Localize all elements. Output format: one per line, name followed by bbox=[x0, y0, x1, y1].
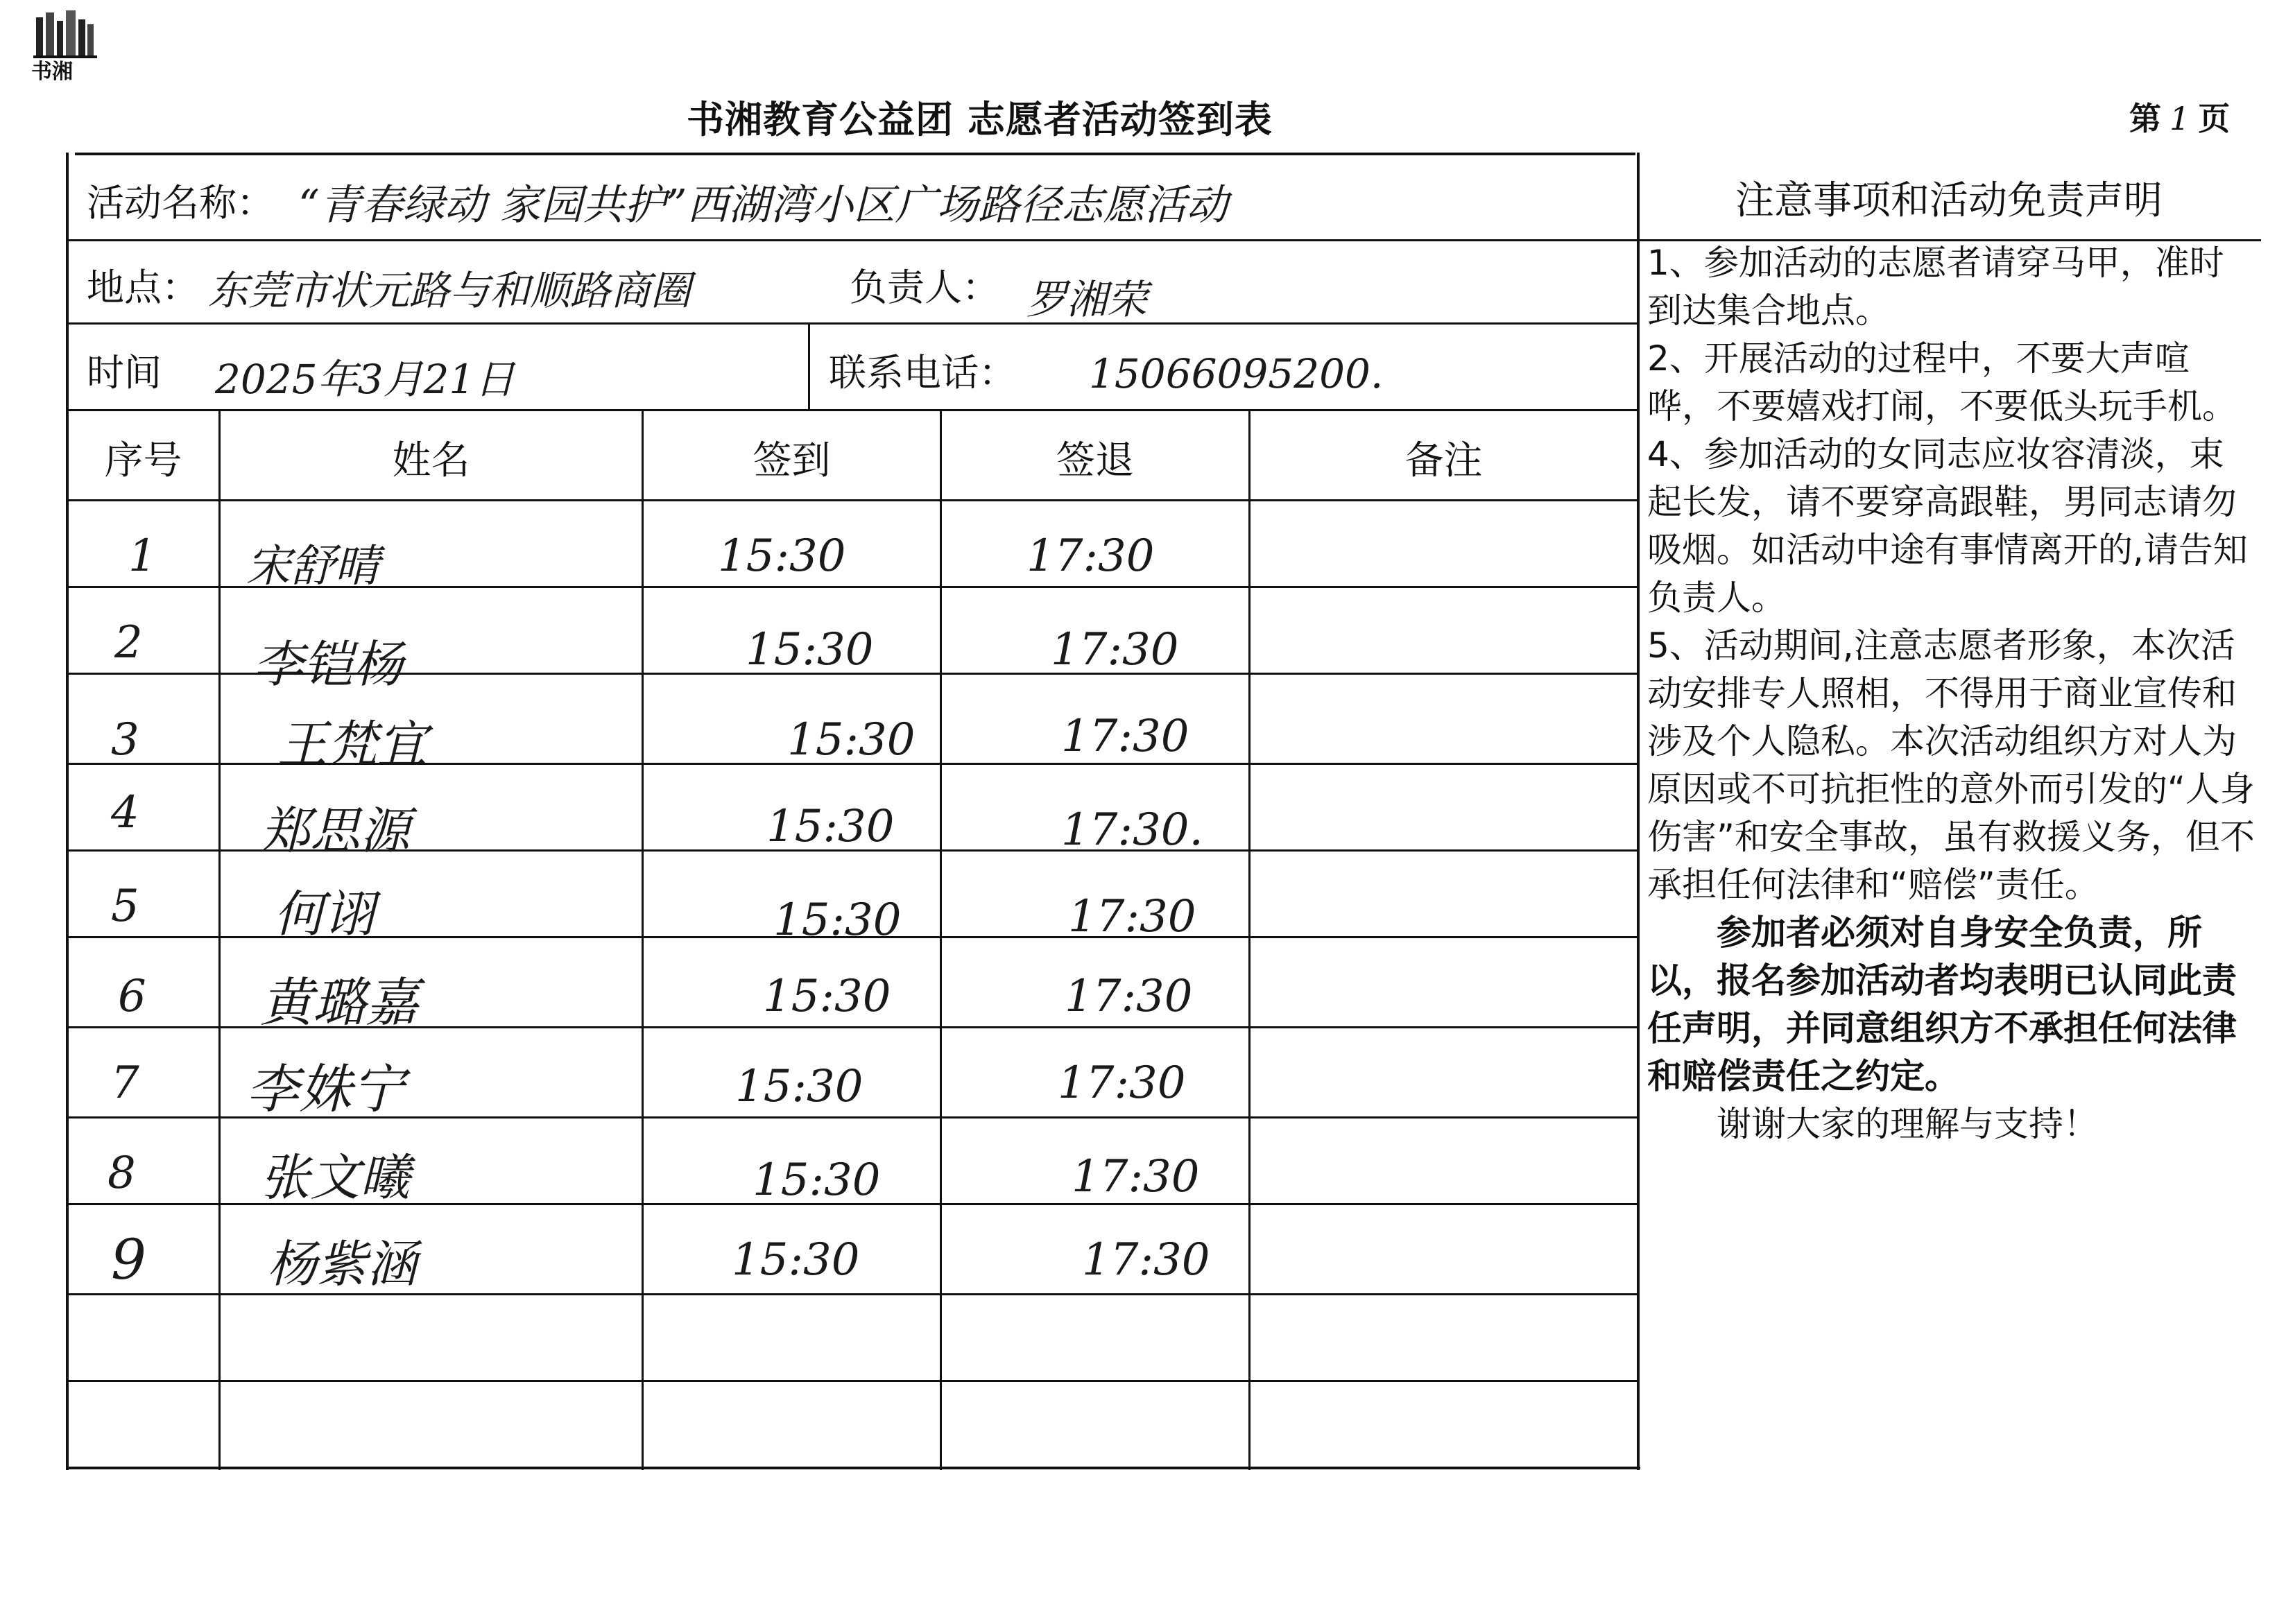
page-suffix: 页 bbox=[2198, 100, 2231, 137]
row-no: 1 bbox=[128, 530, 157, 582]
row-name: 宋舒晴 bbox=[246, 541, 379, 592]
header-sign-in: 签到 bbox=[753, 438, 831, 483]
header-sign-out: 签退 bbox=[1056, 438, 1134, 483]
row-sign-out: 17:30 bbox=[1082, 1234, 1210, 1286]
activity-name-value: “青春绿动 家园共护”西湖湾小区广场路径志愿活动 bbox=[298, 181, 1228, 230]
row-sign-in: 15:30 bbox=[746, 624, 874, 675]
logo-text: 书湘 bbox=[31, 60, 73, 84]
row-name: 王梵宜 bbox=[277, 715, 428, 773]
row-sign-in: 15:30 bbox=[773, 895, 902, 946]
note-item: 4、参加活动的女同志应妆容清淡，束起长发，请不要穿高跟鞋，男同志请勿吸烟。如活动中途有事情离开的,请告知负责人。 bbox=[1647, 434, 2248, 618]
phone-value: 15066095200. bbox=[1089, 350, 1384, 397]
row-sign-in: 15:30 bbox=[787, 714, 916, 766]
row-sign-in: 15:30 bbox=[735, 1061, 863, 1112]
row-sign-in: 15:30 bbox=[766, 801, 895, 852]
notes-title: 注意事项和活动免责声明 bbox=[1735, 178, 2163, 223]
row-sign-in: 15:30 bbox=[763, 971, 891, 1022]
location-label: 地点： bbox=[87, 266, 199, 309]
page-title: 书湘教育公益团 志愿者活动签到表 bbox=[687, 98, 1273, 141]
row-name: 杨紫涵 bbox=[267, 1235, 418, 1293]
row-sign-in: 15:30 bbox=[718, 530, 846, 582]
time-label: 时间 bbox=[87, 351, 162, 395]
header-name: 姓名 bbox=[392, 438, 470, 483]
liability-statement: 参加者必须对自身安全负责，所以，报名参加活动者均表明已认同此责任声明，并同意组织方不承担任何法律和赔偿责任之约定。 bbox=[1647, 913, 2237, 1096]
row-no: 8 bbox=[108, 1148, 136, 1199]
page-number bbox=[2129, 94, 2230, 139]
row-sign-out: 17:30 bbox=[1026, 530, 1155, 582]
leader-label: 负责人： bbox=[850, 266, 999, 309]
row-no: 4 bbox=[111, 787, 139, 838]
leader-value: 罗湘荣 bbox=[1026, 276, 1148, 323]
row-sign-in: 15:30 bbox=[753, 1155, 881, 1206]
row-no: 5 bbox=[111, 881, 139, 932]
row-sign-out: 17:30 bbox=[1065, 971, 1193, 1022]
row-sign-out: 17:30 bbox=[1061, 711, 1189, 762]
header-no: 序号 bbox=[104, 438, 182, 483]
row-sign-out: 17:30 bbox=[1072, 1151, 1200, 1202]
row-sign-out: 17:30 bbox=[1068, 891, 1196, 942]
row-sign-in: 15:30 bbox=[732, 1234, 860, 1286]
note-item: 1、参加活动的志愿者请穿马甲，准时到达集合地点。 bbox=[1647, 243, 2224, 331]
row-sign-out: 17:30 bbox=[1058, 1057, 1186, 1109]
row-sign-out: 17:30 bbox=[1051, 624, 1179, 675]
page-prefix: 第 bbox=[2129, 100, 2161, 137]
row-name: 张文曦 bbox=[260, 1148, 411, 1207]
note-item: 5、活动期间,注意志愿者形象，本次活动安排专人照相，不得用于商业宣传和涉及个人隐私。本次活动组织方对人为原因或不可抗拒性的意外而引发的“人身伤害”和安全事故，虽有救援义务，但不承担任何法律和“赔偿”责任。 bbox=[1647, 625, 2255, 905]
page-number-value: 1 bbox=[2169, 100, 2190, 137]
row-no: 3 bbox=[111, 714, 139, 766]
activity-name-label: 活动名称： bbox=[87, 181, 274, 225]
row-name: 李铠杨 bbox=[253, 635, 404, 693]
notes-body bbox=[1647, 239, 2258, 1148]
row-no: 7 bbox=[111, 1057, 139, 1109]
row-name: 郑思源 bbox=[260, 802, 411, 860]
location-value: 东莞市状元路与和顺路商圈 bbox=[208, 267, 691, 314]
time-value: 2025年3月21日 bbox=[215, 356, 515, 403]
thanks-text: 谢谢大家的理解与支持！ bbox=[1717, 1104, 2098, 1144]
row-sign-out: 17:30. bbox=[1061, 804, 1203, 856]
row-name: 李姝宁 bbox=[246, 1058, 404, 1120]
row-no: 9 bbox=[111, 1227, 146, 1292]
row-no: 6 bbox=[118, 971, 146, 1022]
header-remarks: 备注 bbox=[1404, 438, 1483, 483]
note-item: 2、开展活动的过程中，不要大声喧哗，不要嬉戏打闹，不要低头玩手机。 bbox=[1647, 338, 2237, 426]
row-name: 黄璐嘉 bbox=[260, 971, 418, 1033]
phone-label: 联系电话： bbox=[829, 351, 1016, 395]
row-no: 2 bbox=[114, 617, 143, 668]
row-name: 何诩 bbox=[274, 885, 375, 943]
